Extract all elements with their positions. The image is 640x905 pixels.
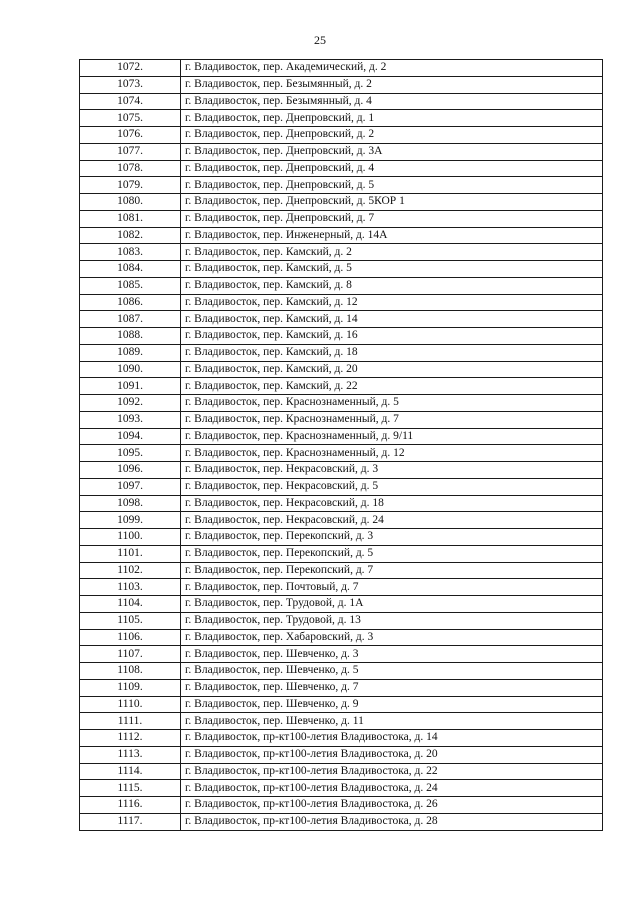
address-cell: г. Владивосток, пер. Инженерный, д. 14А [181,227,603,244]
address-cell: г. Владивосток, пер. Шевченко, д. 7 [181,679,603,696]
row-number-cell: 1076. [80,127,181,144]
row-number-cell: 1109. [80,679,181,696]
address-cell: г. Владивосток, пер. Некрасовский, д. 3 [181,462,603,479]
table-row [80,713,603,730]
row-number-cell: 1096. [80,462,181,479]
address-cell: г. Владивосток, пер. Камский, д. 20 [181,361,603,378]
address-cell: г. Владивосток, пер. Днепровский, д. 4 [181,160,603,177]
address-cell: г. Владивосток, пер. Камский, д. 18 [181,344,603,361]
address-cell: г. Владивосток, пер. Краснознаменный, д. 12 [181,445,603,462]
address-table-body [80,60,603,831]
page-number: 25 [314,33,326,47]
row-number-cell: 1079. [80,177,181,194]
table-row [80,210,603,227]
address-cell: г. Владивосток, пер. Некрасовский, д. 5 [181,478,603,495]
row-number-cell: 1103. [80,579,181,596]
address-cell: г. Владивосток, пер. Трудовой, д. 1А [181,596,603,613]
row-number-cell: 1116. [80,797,181,814]
address-cell: г. Владивосток, пр-кт100-летия Владивостока, д. 14 [181,730,603,747]
address-cell: г. Владивосток, пер. Перекопский, д. 5 [181,545,603,562]
table-row [80,378,603,395]
table-row [80,395,603,412]
row-number-cell: 1105. [80,612,181,629]
row-number-cell: 1089. [80,344,181,361]
address-cell: г. Владивосток, пер. Шевченко, д. 9 [181,696,603,713]
table-row [80,529,603,546]
row-number-cell: 1094. [80,428,181,445]
table-row [80,244,603,261]
address-cell: г. Владивосток, пер. Безымянный, д. 2 [181,76,603,93]
row-number-cell: 1082. [80,227,181,244]
table-row [80,328,603,345]
table-row [80,110,603,127]
table-row [80,813,603,830]
address-cell: г. Владивосток, пер. Некрасовский, д. 18 [181,495,603,512]
row-number-cell: 1114. [80,763,181,780]
address-cell: г. Владивосток, пер. Днепровский, д. 5КОР 1 [181,194,603,211]
row-number-cell: 1074. [80,93,181,110]
row-number-cell: 1078. [80,160,181,177]
address-cell: г. Владивосток, пер. Перекопский, д. 3 [181,529,603,546]
address-table [79,59,603,831]
table-row [80,344,603,361]
table-row [80,428,603,445]
row-number-cell: 1092. [80,395,181,412]
address-cell: г. Владивосток, пер. Краснознаменный, д. 5 [181,395,603,412]
address-cell: г. Владивосток, пер. Днепровский, д. 1 [181,110,603,127]
address-cell: г. Владивосток, пер. Хабаровский, д. 3 [181,629,603,646]
table-row [80,361,603,378]
table-row [80,646,603,663]
table-row [80,127,603,144]
row-number-cell: 1104. [80,596,181,613]
table-row [80,311,603,328]
row-number-cell: 1107. [80,646,181,663]
address-cell: г. Владивосток, пер. Днепровский, д. 5 [181,177,603,194]
address-cell: г. Владивосток, пер. Почтовый, д. 7 [181,579,603,596]
row-number-cell: 1102. [80,562,181,579]
table-row [80,445,603,462]
table-row [80,730,603,747]
row-number-cell: 1111. [80,713,181,730]
row-number-cell: 1085. [80,277,181,294]
table-row [80,160,603,177]
row-number-cell: 1087. [80,311,181,328]
table-row [80,227,603,244]
table-row [80,679,603,696]
row-number-cell: 1077. [80,143,181,160]
table-row [80,780,603,797]
address-cell: г. Владивосток, пер. Шевченко, д. 3 [181,646,603,663]
row-number-cell: 1088. [80,328,181,345]
row-number-cell: 1091. [80,378,181,395]
table-row [80,545,603,562]
address-cell: г. Владивосток, пр-кт100-летия Владивостока, д. 28 [181,813,603,830]
address-cell: г. Владивосток, пер. Днепровский, д. 7 [181,210,603,227]
table-row [80,177,603,194]
table-row [80,579,603,596]
address-cell: г. Владивосток, пер. Краснознаменный, д. 7 [181,411,603,428]
address-cell: г. Владивосток, пер. Камский, д. 22 [181,378,603,395]
table-row [80,562,603,579]
address-cell: г. Владивосток, пр-кт100-летия Владивостока, д. 22 [181,763,603,780]
row-number-cell: 1081. [80,210,181,227]
table-row [80,60,603,77]
row-number-cell: 1099. [80,512,181,529]
address-cell: г. Владивосток, пер. Камский, д. 16 [181,328,603,345]
address-cell: г. Владивосток, пер. Трудовой, д. 13 [181,612,603,629]
row-number-cell: 1080. [80,194,181,211]
table-row [80,612,603,629]
row-number-cell: 1095. [80,445,181,462]
address-cell: г. Владивосток, пер. Днепровский, д. 2 [181,127,603,144]
row-number-cell: 1117. [80,813,181,830]
address-cell: г. Владивосток, пер. Перекопский, д. 7 [181,562,603,579]
address-cell: г. Владивосток, пер. Краснознаменный, д. 9/11 [181,428,603,445]
table-row [80,277,603,294]
table-row [80,194,603,211]
address-cell: г. Владивосток, пер. Камский, д. 8 [181,277,603,294]
table-row [80,763,603,780]
table-row [80,411,603,428]
table-row [80,261,603,278]
address-cell: г. Владивосток, пр-кт100-летия Владивостока, д. 20 [181,746,603,763]
address-cell: г. Владивосток, пер. Академический, д. 2 [181,60,603,77]
row-number-cell: 1072. [80,60,181,77]
row-number-cell: 1073. [80,76,181,93]
table-row [80,495,603,512]
table-row [80,294,603,311]
row-number-cell: 1083. [80,244,181,261]
row-number-cell: 1115. [80,780,181,797]
row-number-cell: 1113. [80,746,181,763]
address-cell: г. Владивосток, пер. Шевченко, д. 11 [181,713,603,730]
table-row [80,629,603,646]
address-cell: г. Владивосток, пер. Камский, д. 2 [181,244,603,261]
address-cell: г. Владивосток, пер. Камский, д. 12 [181,294,603,311]
row-number-cell: 1108. [80,663,181,680]
address-cell: г. Владивосток, пер. Безымянный, д. 4 [181,93,603,110]
table-row [80,663,603,680]
address-cell: г. Владивосток, пр-кт100-летия Владивостока, д. 26 [181,797,603,814]
address-cell: г. Владивосток, пер. Днепровский, д. 3А [181,143,603,160]
row-number-cell: 1098. [80,495,181,512]
address-cell: г. Владивосток, пер. Камский, д. 5 [181,261,603,278]
row-number-cell: 1110. [80,696,181,713]
row-number-cell: 1112. [80,730,181,747]
table-row [80,93,603,110]
row-number-cell: 1101. [80,545,181,562]
table-row [80,512,603,529]
row-number-cell: 1106. [80,629,181,646]
row-number-cell: 1086. [80,294,181,311]
table-row [80,143,603,160]
table-row [80,797,603,814]
address-cell: г. Владивосток, пер. Шевченко, д. 5 [181,663,603,680]
row-number-cell: 1097. [80,478,181,495]
table-row [80,462,603,479]
row-number-cell: 1100. [80,529,181,546]
row-number-cell: 1075. [80,110,181,127]
address-cell: г. Владивосток, пр-кт100-летия Владивостока, д. 24 [181,780,603,797]
row-number-cell: 1090. [80,361,181,378]
table-row [80,696,603,713]
table-row [80,596,603,613]
table-row [80,478,603,495]
row-number-cell: 1093. [80,411,181,428]
table-row [80,746,603,763]
address-cell: г. Владивосток, пер. Некрасовский, д. 24 [181,512,603,529]
row-number-cell: 1084. [80,261,181,278]
address-cell: г. Владивосток, пер. Камский, д. 14 [181,311,603,328]
table-row [80,76,603,93]
